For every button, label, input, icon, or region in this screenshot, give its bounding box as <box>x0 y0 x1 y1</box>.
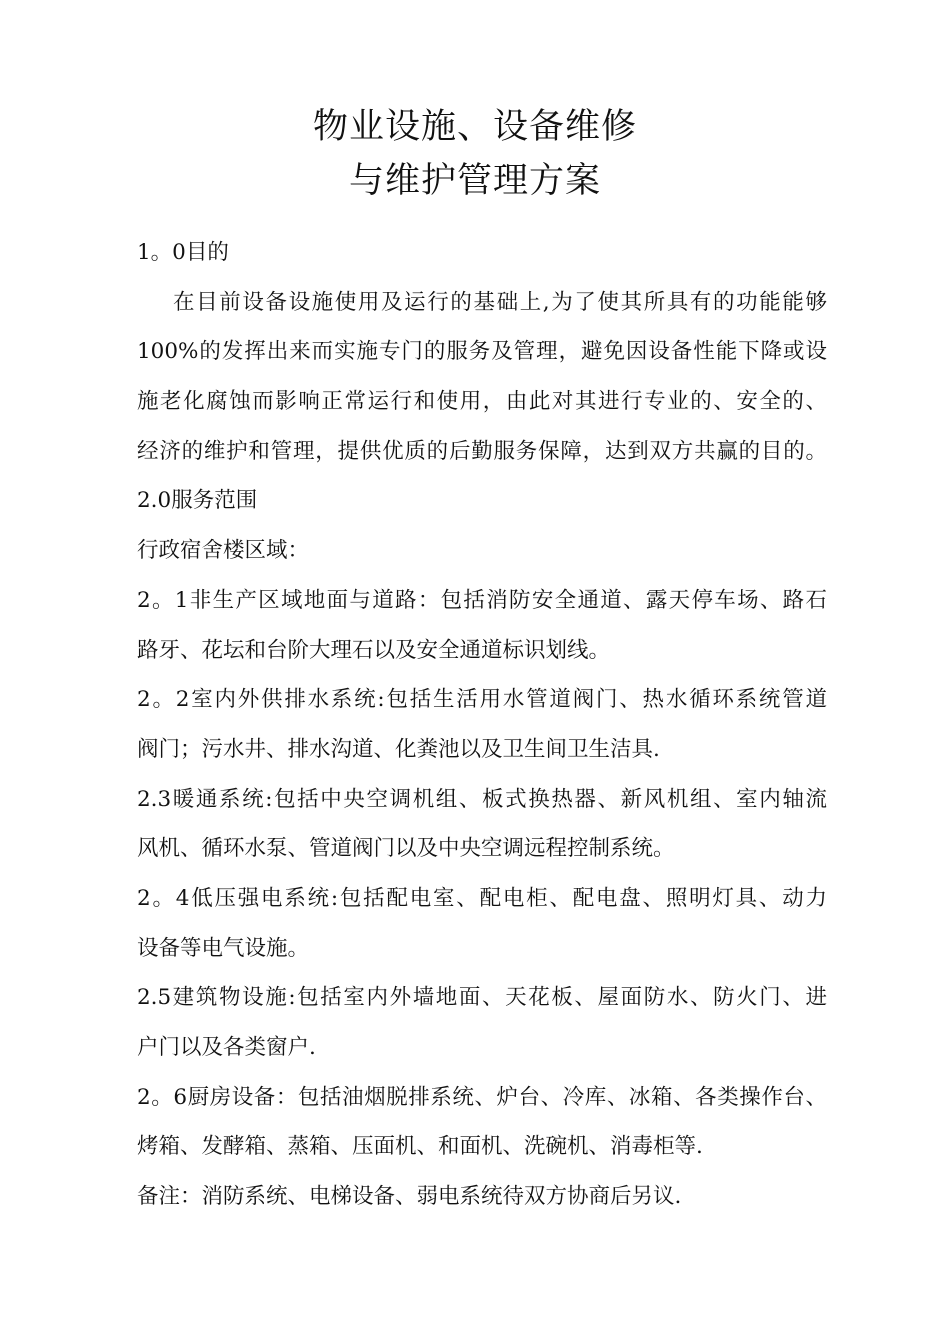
document-body <box>137 228 827 1222</box>
scope-item-2-5: 2.5建筑物设施:包括室内外墙地面、天花板、屋面防水、防火门、进 <box>137 985 827 1011</box>
remark-note: 备注：消防系统、电梯设备、弱电系统待双方协商后另议. <box>137 1184 682 1210</box>
scope-item-2-2: 2。2室内外供排水系统:包括生活用水管道阀门、热水循环系统管道 <box>137 687 827 713</box>
scope-item-2-1: 2。1非生产区域地面与道路：包括消防安全通道、露天停车场、路石 <box>137 587 827 613</box>
paragraph-line: 在目前设备设施使用及运行的基础上,为了使其所具有的功能能够 <box>173 289 827 315</box>
paragraph-line: 经济的维护和管理，提供优质的后勤服务保障，达到双方共赢的目的。 <box>137 438 827 464</box>
document-title-line-2: 与维护管理方案 <box>348 161 601 201</box>
paragraph-line: 100%的发挥出来而实施专门的服务及管理，避免因设备性能下降或设 <box>137 339 827 365</box>
document-title-line-1: 物业设施、设备维修 <box>312 107 637 147</box>
scope-item-2-1-cont: 路牙、花坛和台阶大理石以及安全通道标识划线。 <box>137 637 611 663</box>
area-label: 行政宿舍楼区域： <box>137 538 310 564</box>
scope-item-2-3-cont: 风机、循环水泵、管道阀门以及中央空调远程控制系统。 <box>137 836 675 862</box>
scope-item-2-4-cont: 设备等电气设施。 <box>137 935 310 961</box>
scope-item-2-3: 2.3暖通系统:包括中央空调机组、板式换热器、新风机组、室内轴流 <box>137 786 827 812</box>
scope-item-2-2-cont: 阀门；污水井、排水沟道、化粪池以及卫生间卫生洁具. <box>137 736 660 762</box>
section-heading-scope: 2.0服务范围 <box>137 488 258 514</box>
scope-item-2-6-cont: 烤箱、发酵箱、蒸箱、压面机、和面机、洗碗机、消毒柜等. <box>137 1134 703 1160</box>
scope-item-2-4: 2。4低压强电系统:包括配电室、配电柜、配电盘、照明灯具、动力 <box>137 885 827 911</box>
scope-item-2-6: 2。6厨房设备：包括油烟脱排系统、炉台、冷库、冰箱、各类操作台、 <box>137 1084 827 1110</box>
scope-item-2-5-cont: 户门以及各类窗户. <box>137 1035 316 1060</box>
section-heading-purpose: 1。0目的 <box>137 240 229 265</box>
paragraph-line: 施老化腐蚀而影响正常运行和使用，由此对其进行专业的、安全的、 <box>137 389 827 415</box>
